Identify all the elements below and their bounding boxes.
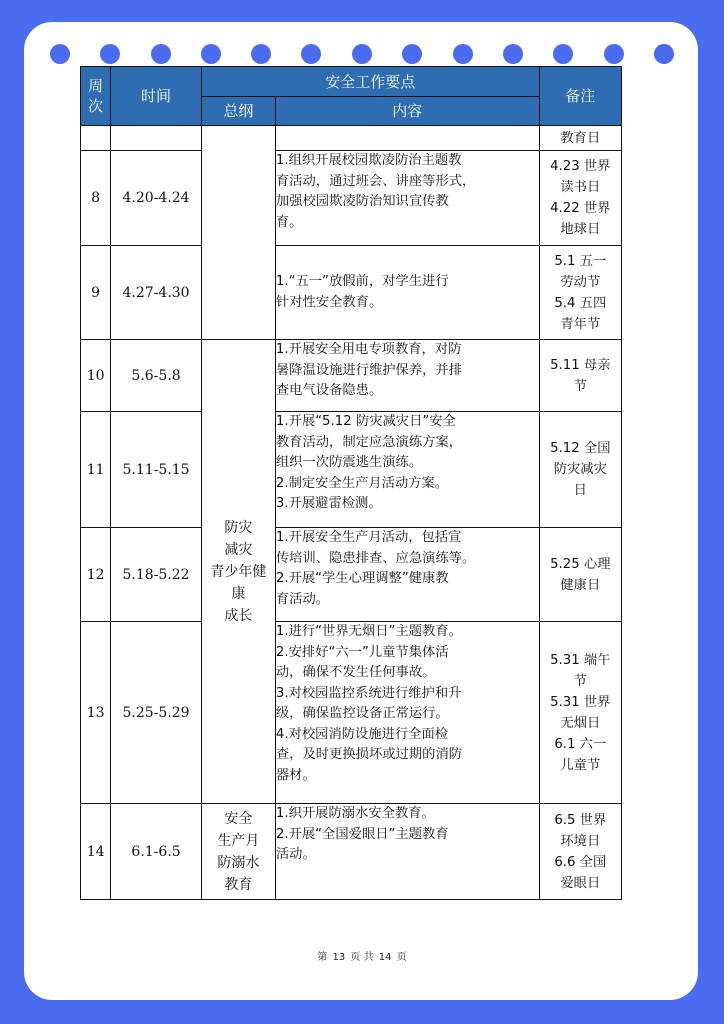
table-row (81, 151, 622, 246)
header-outline: 总纲 (201, 97, 275, 126)
outline-cell-group-a (201, 126, 275, 340)
time-cell: 5.6-5.8 (111, 340, 202, 412)
table-row (81, 412, 622, 528)
total-page-count: 14 (378, 952, 392, 963)
header-content: 内容 (275, 97, 539, 126)
table-row (81, 804, 622, 900)
header-week: 周 次 (81, 67, 111, 126)
time-cell: 4.27-4.30 (111, 246, 202, 340)
table-row (81, 126, 622, 151)
current-page-number: 13 (332, 952, 346, 963)
page-number-footer: 第 13 页 共 14 页 (317, 952, 407, 963)
content-cell: 1.开展安全用电专项教育，对防 暑降温设施进行维护保养，并排 查电气设备隐患。 (275, 340, 539, 412)
binder-hole-icon (604, 44, 624, 64)
week-cell: 11 (81, 412, 111, 528)
time-cell: 5.11-5.15 (111, 412, 202, 528)
binder-hole-icon (301, 44, 321, 64)
remarks-cell: 5.12 全国 防灾减灾 日 (539, 412, 621, 528)
content-cell: 1.“五一”放假前，对学生进行 针对性安全教育。 (275, 246, 539, 340)
content-cell (275, 126, 539, 151)
remarks-cell: 4.23 世界 读书日 4.22 世界 地球日 (539, 151, 621, 246)
week-cell: 13 (81, 622, 111, 804)
binder-hole-icon (100, 44, 120, 64)
binder-hole-icon (251, 44, 271, 64)
week-cell: 14 (81, 804, 111, 900)
time-cell: 5.25-5.29 (111, 622, 202, 804)
binder-hole-icon (453, 44, 473, 64)
table-row (81, 246, 622, 340)
content-cell: 1.织开展防溺水安全教育。 2.开展“全国爱眼日”主题教育 活动。 (275, 804, 539, 900)
content-cell: 1.开展安全生产月活动，包括宣 传培训、隐患排查、应急演练等。 2.开展“学生心理调整”健康教 育活动。 (275, 528, 539, 622)
binder-hole-icon (151, 44, 171, 64)
binder-hole-icon (654, 44, 674, 64)
remarks-cell: 5.1 五一 劳动节 5.4 五四 青年节 (539, 246, 621, 340)
table-row (81, 528, 622, 622)
binder-hole-icon (352, 44, 372, 64)
safety-schedule-table (80, 66, 622, 900)
binder-hole-icon (553, 44, 573, 64)
binder-hole-icon (201, 44, 221, 64)
content-cell: 1.开展“5.12 防灾减灾日”安全 教育活动，制定应急演练方案， 组织一次防震逃生演练。 2.制定安全生产月活动方案。 3.开展避雷检测。 (275, 412, 539, 528)
week-cell: 10 (81, 340, 111, 412)
remarks-cell: 5.11 母亲 节 (539, 340, 621, 412)
content-cell: 1.组织开展校园欺凌防治主题教 育活动，通过班会、讲座等形式， 加强校园欺凌防治知识宣传教 育。 (275, 151, 539, 246)
remarks-cell: 5.25 心理 健康日 (539, 528, 621, 622)
table-row (81, 340, 622, 412)
time-cell: 5.18-5.22 (111, 528, 202, 622)
week-cell: 12 (81, 528, 111, 622)
remarks-cell: 6.5 世界 环境日 6.6 全国 爱眼日 (539, 804, 621, 900)
header-key-points: 安全工作要点 (201, 67, 539, 97)
binder-hole-icon (50, 44, 70, 64)
outline-cell-disaster-prevention: 防灾 减灾 青少年健 康 成长 (201, 340, 275, 804)
header-time: 时间 (111, 67, 202, 126)
remarks-cell: 教育日 (539, 126, 621, 151)
time-cell (111, 126, 202, 151)
outline-cell-drowning-prevention: 安全 生产月 防溺水 教育 (201, 804, 275, 900)
week-cell: 9 (81, 246, 111, 340)
time-cell: 6.1-6.5 (111, 804, 202, 900)
header-remarks: 备注 (539, 67, 621, 126)
binder-holes (24, 44, 698, 66)
binder-hole-icon (402, 44, 422, 64)
remarks-cell: 5.31 端午 节 5.31 世界 无烟日 6.1 六一 儿童节 (539, 622, 621, 804)
week-cell: 8 (81, 151, 111, 246)
binder-hole-icon (503, 44, 523, 64)
week-cell (81, 126, 111, 151)
time-cell: 4.20-4.24 (111, 151, 202, 246)
table-row (81, 622, 622, 804)
content-cell: 1.进行“世界无烟日”主题教育。 2.安排好“六一”儿童节集体活 动，确保不发生任何事故。 3.对校园监控系统进行维护和升 级，确保监控设备正常运行。 4.对校园消防设施进行全面检 查，及时更换损坏或过期的消防 器材。 (275, 622, 539, 804)
